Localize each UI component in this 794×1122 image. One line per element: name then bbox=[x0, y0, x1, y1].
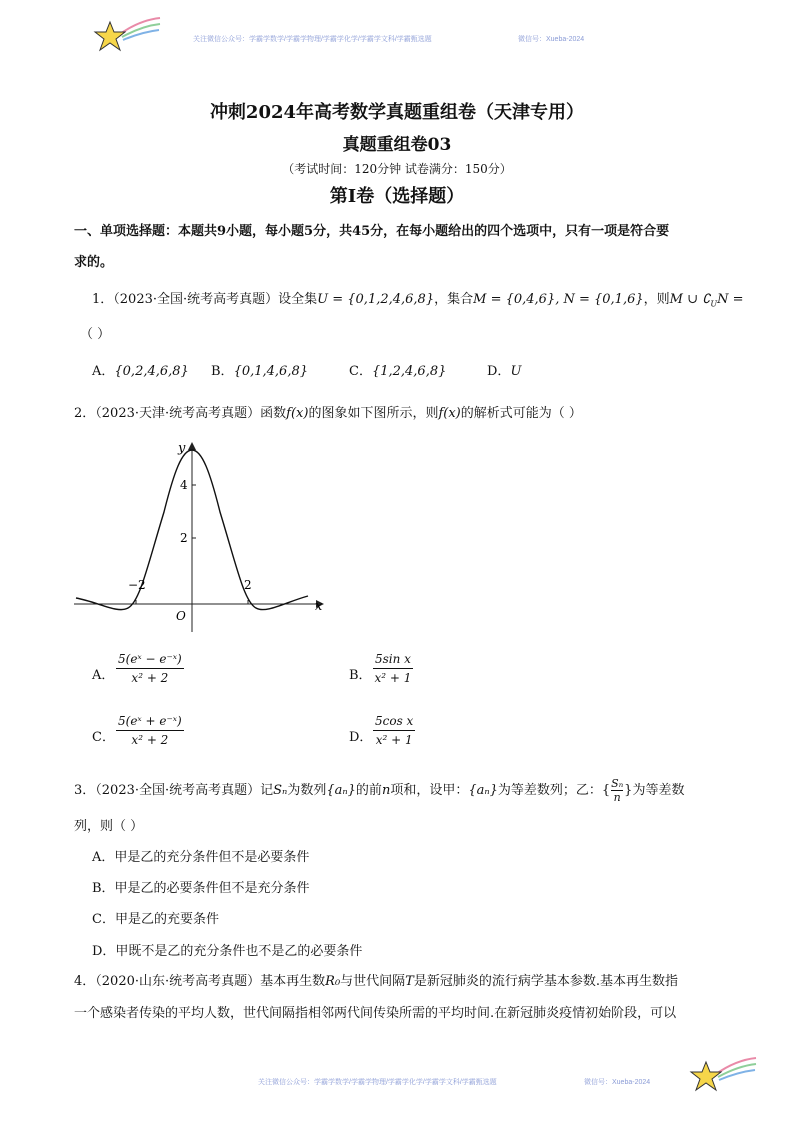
question-2: 2．（2023·天津·统考高考真题）函数f(x)的图象如下图所示，则f(x)的解析式可能为（ ） bbox=[74, 406, 582, 421]
q4-number: 4． bbox=[74, 974, 96, 989]
graph-x-label: x bbox=[315, 599, 323, 614]
function-graph bbox=[68, 432, 338, 638]
q1-option-b[interactable]: B．{0,1,4,6,8} bbox=[211, 364, 308, 379]
header-links: 关注微信公众号：学霸学数学/学霸学物理/学霸学化学/学霸学文科/学霸甄选题 bbox=[193, 36, 432, 43]
q3-line-2: 列，则（ ） bbox=[74, 819, 144, 834]
q1-source: （2023·全国·统考高考真题） bbox=[113, 292, 279, 307]
footer-wechat: 微信号：Xueba-2024 bbox=[584, 1079, 651, 1086]
q4-line-2: 一个感染者传染的平均人数，世代间隔指相邻两代间传染所需的平均时间.在新冠肺炎疫情初始阶段，可以 bbox=[74, 1006, 677, 1021]
q3-option-c[interactable]: C．甲是乙的充要条件 bbox=[92, 912, 219, 927]
q3-option-a[interactable]: A．甲是乙的充分条件但不是必要条件 bbox=[92, 850, 310, 865]
q2-option-a-fraction: 5(eˣ − e⁻ˣ) x² + 2 bbox=[118, 652, 182, 685]
q3-number: 3． bbox=[74, 783, 96, 798]
q2-option-a[interactable]: A． bbox=[92, 668, 115, 683]
star-logo-icon-footer bbox=[688, 1054, 758, 1098]
exam-title: 冲刺2024年高考数学真题重组卷（天津专用） bbox=[209, 102, 585, 123]
question-3: 3．（2023·全国·统考高考真题）记Sₙ为数列{aₙ}的前n项和，设甲：{aₙ}为等差数列；乙：{ $\frac{\text{Sₙ}}{n}$ }为等差数 bbox=[74, 777, 685, 804]
q2-option-c-fraction: 5(eˣ + e⁻ˣ) x² + 2 bbox=[118, 714, 182, 747]
q1-number: 1． bbox=[92, 292, 114, 307]
exam-info: （考试时间：120分钟 试卷满分：150分） bbox=[282, 162, 512, 176]
section-instruction: 一、单项选择题：本题共9小题，每小题5分，共45分，在每小题给出的四个选项中，只有一项是符合要 bbox=[74, 224, 670, 239]
section-instruction-cont: 求的。 bbox=[74, 255, 114, 270]
q1-sets-mn: M = {0,4,6}, N = {0,1,6} bbox=[473, 292, 644, 307]
graph-y-label: y bbox=[178, 441, 186, 456]
q1-option-c[interactable]: C．{1,2,4,6,8} bbox=[349, 364, 447, 379]
q3-fraction: $\frac{\text{Sₙ}}{n}$ bbox=[611, 777, 624, 804]
q3-option-b[interactable]: B．甲是乙的必要条件但不是充分条件 bbox=[92, 881, 310, 896]
q4-source: （2020·山东·统考高考真题） bbox=[95, 974, 261, 989]
graph-tick-neg2: −2 bbox=[128, 578, 146, 592]
star-logo-icon bbox=[92, 14, 162, 58]
header-wechat: 微信号：Xueba-2024 bbox=[518, 36, 585, 43]
q2-option-c[interactable]: C． bbox=[92, 730, 115, 745]
q2-number: 2． bbox=[74, 406, 96, 421]
q3-source: （2023·全国·统考高考真题） bbox=[95, 783, 261, 798]
q1-option-a[interactable]: A．{0,2,4,6,8} bbox=[92, 364, 189, 379]
question-1: 1．（2023·全国·统考高考真题）设全集U = {0,1,2,4,6,8}，集合M = {0,4,6}, N = {0,1,6}，则M ∪ $∁_UN$ = bbox=[92, 292, 744, 309]
q1-option-d[interactable]: D．U bbox=[487, 364, 522, 379]
q2-option-d[interactable]: D． bbox=[349, 730, 373, 745]
q2-source: （2023·天津·统考高考真题） bbox=[95, 406, 261, 421]
graph-origin-label: O bbox=[176, 609, 186, 623]
q2-option-b[interactable]: B． bbox=[349, 668, 372, 683]
graph-tick-pos2: 2 bbox=[244, 578, 252, 592]
q1-text: 设全集 bbox=[278, 292, 318, 307]
q1-expression: M ∪ ∁ bbox=[669, 292, 711, 307]
q1-answer-paren: （ ） bbox=[80, 327, 111, 342]
part-title: 第I卷（选择题） bbox=[329, 186, 465, 207]
q3-option-d[interactable]: D．甲既不是乙的充分条件也不是乙的必要条件 bbox=[92, 944, 363, 959]
question-4: 4．（2020·山东·统考高考真题）基本再生数R₀与世代间隔T是新冠肺炎的流行病学基本参数.基本再生数指 bbox=[74, 974, 678, 989]
q2-option-b-fraction: 5sin x x² + 1 bbox=[374, 652, 412, 685]
graph-tick-2: 2 bbox=[180, 531, 188, 545]
q2-option-d-fraction: 5cos x x² + 1 bbox=[375, 714, 414, 747]
graph-tick-4: 4 bbox=[180, 478, 188, 492]
q1-set-u: U = {0,1,2,4,6,8} bbox=[317, 292, 435, 307]
footer-links: 关注微信公众号：学霸学数学/学霸学物理/学霸学化学/学霸学文科/学霸甄选题 bbox=[258, 1079, 497, 1086]
exam-subtitle: 真题重组卷03 bbox=[342, 135, 452, 155]
